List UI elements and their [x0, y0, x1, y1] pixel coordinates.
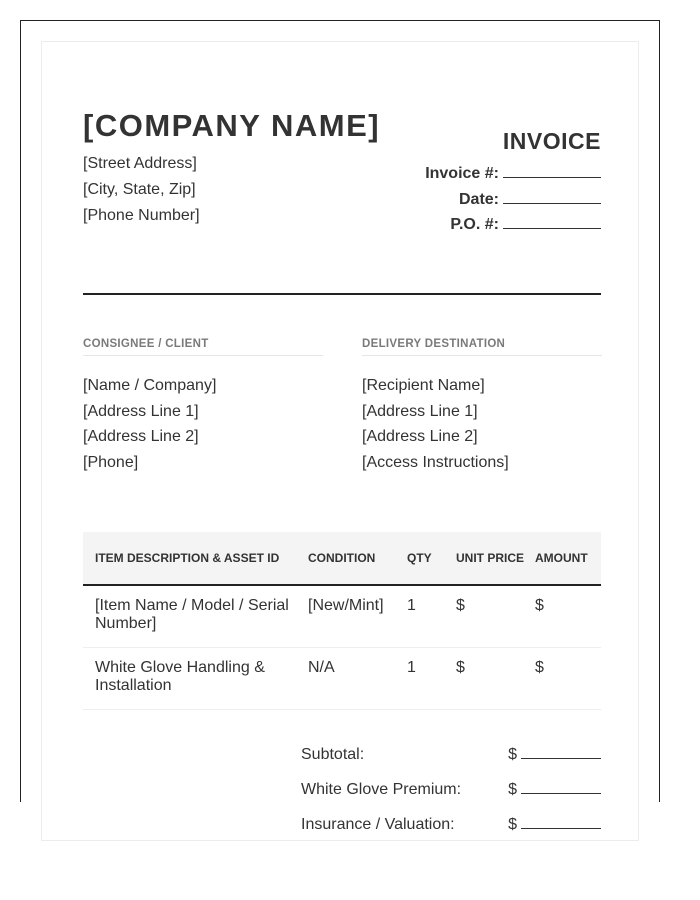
header-item-description: ITEM DESCRIPTION & ASSET ID	[83, 532, 308, 585]
destination-lines	[362, 373, 602, 475]
insurance-valuation-currency: $	[508, 816, 517, 833]
item-condition: [New/Mint]	[308, 585, 407, 648]
subtotal-field[interactable]	[521, 746, 601, 759]
date-row	[425, 187, 601, 213]
subtotal-value	[508, 746, 601, 764]
date-label: Date:	[458, 190, 499, 208]
consignee-name: [Name / Company]	[83, 377, 217, 394]
po-number-label: P.O. #:	[450, 216, 499, 233]
invoice-sheet	[41, 41, 639, 841]
insurance-valuation-label: Insurance / Valuation:	[301, 816, 455, 833]
company-city-state-zip: [City, State, Zip]	[83, 181, 196, 198]
white-glove-premium-label: White Glove Premium:	[301, 781, 462, 798]
company-name: [COMPANY NAME]	[83, 108, 381, 143]
consignee-address-2: [Address Line 2]	[83, 428, 199, 445]
destination-address-1: [Address Line 1]	[362, 402, 478, 420]
item-description: White Glove Handling & Installation	[83, 648, 308, 710]
company-street: [Street Address]	[83, 155, 197, 172]
header-unit-price: UNIT PRICE	[456, 532, 535, 585]
invoice-number-label: Invoice #:	[425, 165, 499, 182]
invoice-number-field[interactable]	[503, 165, 601, 178]
insurance-valuation-field[interactable]	[521, 816, 601, 829]
items-table	[83, 532, 601, 710]
header-amount: AMOUNT	[535, 532, 601, 585]
po-number-row	[425, 212, 601, 238]
subtotal-currency: $	[508, 746, 517, 763]
destination-heading: DELIVERY DESTINATION	[362, 338, 602, 356]
white-glove-premium-value	[508, 781, 601, 799]
invoice-number-row	[425, 161, 601, 187]
subtotal-label: Subtotal:	[301, 746, 365, 763]
white-glove-premium-row	[301, 777, 601, 812]
consignee-phone: [Phone]	[83, 453, 139, 471]
items-header-row	[83, 532, 601, 585]
po-number-field[interactable]	[503, 216, 601, 229]
item-unit-price: $	[456, 585, 535, 648]
consignee-heading: CONSIGNEE / CLIENT	[83, 338, 323, 356]
insurance-valuation-value	[508, 816, 601, 834]
white-glove-premium-currency: $	[508, 781, 517, 798]
table-row	[83, 648, 601, 710]
item-amount: $	[535, 648, 601, 710]
item-unit-price: $	[456, 648, 535, 710]
page-frame	[20, 20, 660, 833]
company-address	[83, 151, 200, 229]
item-description: [Item Name / Model / Serial Number]	[83, 585, 308, 648]
subtotal-row	[301, 742, 601, 777]
destination-section	[362, 338, 602, 475]
company-phone: [Phone Number]	[83, 207, 200, 224]
item-qty: 1	[407, 648, 456, 710]
header-condition: CONDITION	[308, 532, 407, 585]
table-row	[83, 585, 601, 648]
access-instructions: [Access Instructions]	[362, 453, 509, 471]
totals-section	[301, 742, 601, 847]
header-divider	[83, 293, 601, 295]
item-qty: 1	[407, 585, 456, 648]
item-amount: $	[535, 585, 601, 648]
destination-address-2: [Address Line 2]	[362, 428, 478, 445]
consignee-address-1: [Address Line 1]	[83, 402, 199, 420]
consignee-lines	[83, 373, 323, 475]
header-qty: QTY	[407, 532, 456, 585]
recipient-name: [Recipient Name]	[362, 377, 485, 394]
consignee-section	[83, 338, 323, 475]
date-field[interactable]	[503, 191, 601, 204]
insurance-valuation-row	[301, 812, 601, 847]
invoice-title: INVOICE	[502, 128, 601, 154]
invoice-meta	[425, 161, 601, 238]
item-condition: N/A	[308, 648, 407, 710]
white-glove-premium-field[interactable]	[521, 781, 601, 794]
